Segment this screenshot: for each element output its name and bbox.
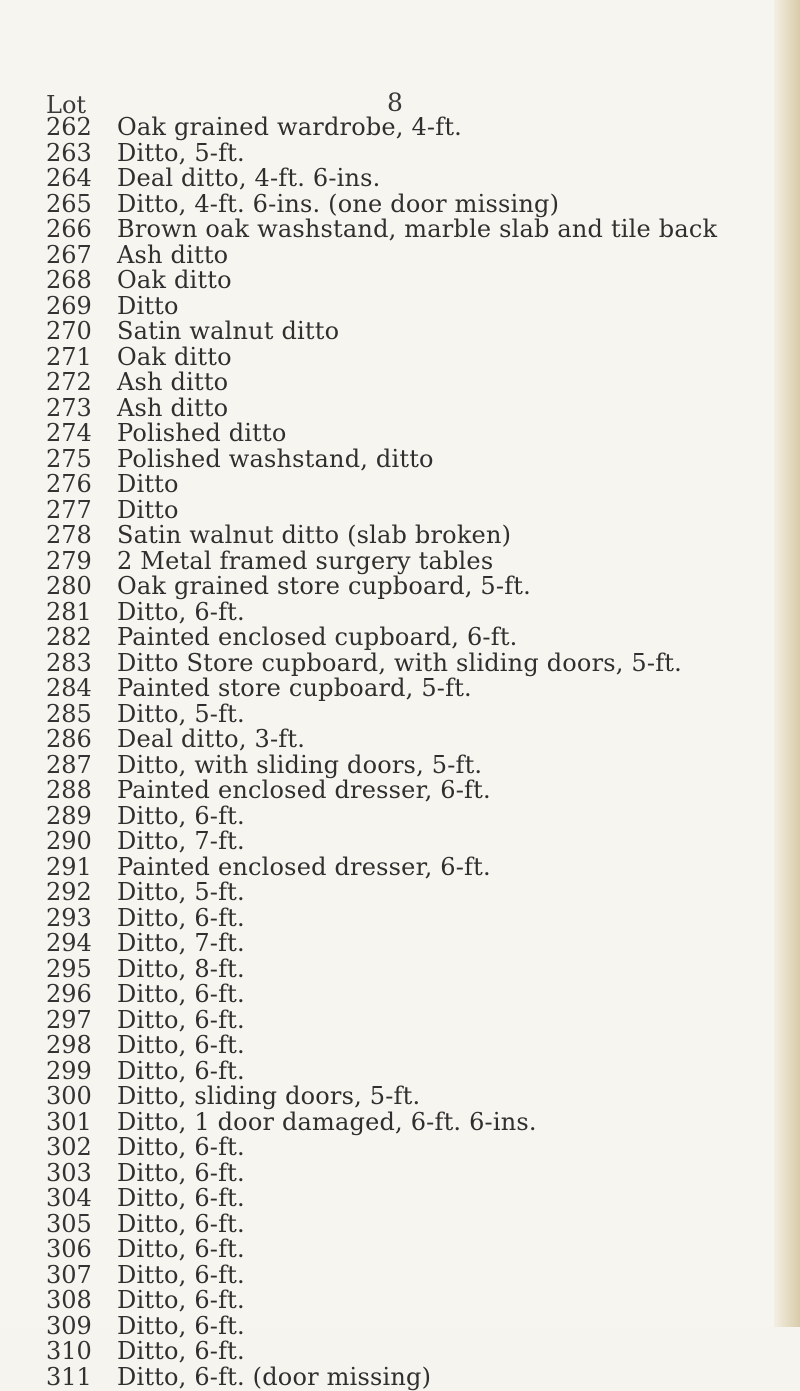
lot-description: Brown oak washstand, marble slab and tile back <box>117 215 718 243</box>
lot-number: 298 <box>46 1031 92 1059</box>
list-item <box>0 217 780 243</box>
list-item <box>0 138 780 167</box>
lot-description: Ditto, 8-ft. <box>117 954 245 983</box>
list-item <box>0 574 780 600</box>
lot-number: 295 <box>46 954 92 983</box>
list-item <box>0 115 780 141</box>
lot-description: Ash ditto <box>117 240 229 269</box>
lot-number: 309 <box>46 1311 92 1340</box>
list-item <box>0 625 780 651</box>
lot-description: Ditto, 6-ft. <box>117 1337 245 1365</box>
lot-description: Ditto, 4-ft. 6-ins. (one door missing) <box>117 189 560 218</box>
list-item <box>0 880 780 906</box>
list-item <box>0 291 780 320</box>
lot-number: 308 <box>46 1286 92 1314</box>
lot-number: 262 <box>46 113 92 141</box>
lot-description: Ditto, 6-ft. <box>117 1133 245 1161</box>
lot-number: 266 <box>46 215 92 243</box>
lot-description: Oak ditto <box>117 266 232 294</box>
lot-description: Painted enclosed cupboard, 6-ft. <box>117 623 518 651</box>
lot-number: 282 <box>46 623 92 651</box>
lot-description: Ditto, 7-ft. <box>117 827 245 855</box>
list-item <box>0 648 780 677</box>
list-item <box>0 931 780 957</box>
list-item <box>0 240 780 269</box>
lot-description: Deal ditto, 4-ft. 6-ins. <box>117 164 381 192</box>
lot-description: Ditto, 6-ft. <box>117 1260 245 1289</box>
list-item <box>0 495 780 524</box>
lot-description: Polished washstand, ditto <box>117 444 434 473</box>
lot-description: Ditto, 7-ft. <box>117 929 245 957</box>
list-item <box>0 829 780 855</box>
list-item <box>0 1005 780 1034</box>
list-item <box>0 1033 780 1059</box>
lot-description: Satin walnut ditto <box>117 317 340 345</box>
lot-number: 303 <box>46 1158 92 1187</box>
list-item <box>0 699 780 728</box>
lot-number: 263 <box>46 138 92 167</box>
lot-description: Ash ditto <box>117 368 229 396</box>
lot-description: Ditto, 6-ft. <box>117 801 245 830</box>
lot-description: Ditto, 6-ft. <box>117 1005 245 1034</box>
list-item <box>0 903 780 932</box>
list-item <box>0 393 780 422</box>
list-item <box>0 421 780 447</box>
lot-number: 301 <box>46 1107 92 1136</box>
list-item <box>0 523 780 549</box>
list-item <box>0 166 780 192</box>
lot-number: 264 <box>46 164 92 192</box>
list-item <box>0 1237 780 1263</box>
lot-description: Ditto, 6-ft. <box>117 1311 245 1340</box>
list-item <box>0 189 780 218</box>
lot-list <box>0 115 780 1390</box>
lot-description: Ditto, 6-ft. <box>117 903 245 932</box>
list-item <box>0 1209 780 1238</box>
lot-description: Ditto, 6-ft. <box>117 1209 245 1238</box>
list-item <box>0 1339 780 1365</box>
lot-number: 275 <box>46 444 92 473</box>
lot-description: Ditto, 6-ft. <box>117 1184 245 1212</box>
lot-number: 296 <box>46 980 92 1008</box>
lot-number: 286 <box>46 725 92 753</box>
list-item <box>0 1107 780 1136</box>
lot-number: 268 <box>46 266 92 294</box>
lot-description: Ditto <box>117 470 179 498</box>
lot-number: 292 <box>46 878 92 906</box>
lot-number: 293 <box>46 903 92 932</box>
list-item <box>0 472 780 498</box>
lot-description: Ditto, 5-ft. <box>117 878 245 906</box>
lot-number: 274 <box>46 419 92 447</box>
lot-number: 297 <box>46 1005 92 1034</box>
lot-number: 310 <box>46 1337 92 1365</box>
lot-description: Ditto, 5-ft. <box>117 138 245 167</box>
lot-number: 304 <box>46 1184 92 1212</box>
lot-number: 285 <box>46 699 92 728</box>
lot-description: 2 Metal framed surgery tables <box>117 546 494 575</box>
lot-number: 270 <box>46 317 92 345</box>
lot-number: 271 <box>46 342 92 371</box>
lot-number: 267 <box>46 240 92 269</box>
lot-number: 311 <box>46 1362 92 1391</box>
lot-description: Ditto, 6-ft. <box>117 980 245 1008</box>
lot-description: Painted store cupboard, 5-ft. <box>117 674 472 702</box>
lot-number: 288 <box>46 776 92 804</box>
list-item <box>0 370 780 396</box>
lot-description: Ash ditto <box>117 393 229 422</box>
lot-description: Oak ditto <box>117 342 232 371</box>
lot-number: 300 <box>46 1082 92 1110</box>
list-item <box>0 750 780 779</box>
list-item <box>0 982 780 1008</box>
lot-number: 283 <box>46 648 92 677</box>
lot-number: 290 <box>46 827 92 855</box>
list-item <box>0 1056 780 1085</box>
lot-number: 278 <box>46 521 92 549</box>
lot-description: Satin walnut ditto (slab broken) <box>117 521 512 549</box>
lot-number: 272 <box>46 368 92 396</box>
list-item <box>0 268 780 294</box>
lot-description: Ditto, 6-ft. (door missing) <box>117 1362 432 1391</box>
lot-description: Ditto, 6-ft. <box>117 1056 245 1085</box>
lot-number: 269 <box>46 291 92 320</box>
lot-number: 281 <box>46 597 92 626</box>
list-item <box>0 1158 780 1187</box>
lot-description: Ditto, 5-ft. <box>117 699 245 728</box>
lot-number: 294 <box>46 929 92 957</box>
lot-number: 287 <box>46 750 92 779</box>
list-item <box>0 778 780 804</box>
list-item <box>0 444 780 473</box>
list-item <box>0 727 780 753</box>
lot-description: Ditto, 6-ft. <box>117 1031 245 1059</box>
list-item <box>0 319 780 345</box>
lot-number: 291 <box>46 852 92 881</box>
lot-column-header: Lot <box>46 91 87 119</box>
list-item <box>0 1084 780 1110</box>
lot-number: 273 <box>46 393 92 422</box>
list-item <box>0 1288 780 1314</box>
lot-description: Ditto, 1 door damaged, 6-ft. 6-ins. <box>117 1107 537 1136</box>
list-item <box>0 676 780 702</box>
lot-description: Ditto, 6-ft. <box>117 1235 245 1263</box>
lot-number: 280 <box>46 572 92 600</box>
lot-description: Ditto, sliding doors, 5-ft. <box>117 1082 421 1110</box>
list-item <box>0 801 780 830</box>
lot-description: Ditto <box>117 495 179 524</box>
lot-description: Ditto, 6-ft. <box>117 1158 245 1187</box>
lot-description: Ditto <box>117 291 179 320</box>
list-item <box>0 1362 780 1391</box>
list-item <box>0 1186 780 1212</box>
list-item <box>0 1135 780 1161</box>
lot-number: 299 <box>46 1056 92 1085</box>
list-item <box>0 954 780 983</box>
lot-number: 265 <box>46 189 92 218</box>
list-item <box>0 1260 780 1289</box>
lot-number: 284 <box>46 674 92 702</box>
lot-description: Ditto, 6-ft. <box>117 597 245 626</box>
lot-description: Deal ditto, 3-ft. <box>117 725 306 753</box>
page-number: 8 <box>387 88 403 117</box>
list-item <box>0 597 780 626</box>
list-item <box>0 342 780 371</box>
lot-number: 305 <box>46 1209 92 1238</box>
lot-number: 289 <box>46 801 92 830</box>
lot-number: 302 <box>46 1133 92 1161</box>
lot-number: 307 <box>46 1260 92 1289</box>
lot-description: Painted enclosed dresser, 6-ft. <box>117 852 491 881</box>
lot-description: Ditto Store cupboard, with sliding doors, 5-ft. <box>117 648 682 677</box>
lot-description: Oak grained wardrobe, 4-ft. <box>117 113 462 141</box>
list-item <box>0 852 780 881</box>
lot-number: 276 <box>46 470 92 498</box>
lot-number: 279 <box>46 546 92 575</box>
lot-description: Oak grained store cupboard, 5-ft. <box>117 572 531 600</box>
list-item <box>0 1311 780 1340</box>
lot-description: Painted enclosed dresser, 6-ft. <box>117 776 491 804</box>
lot-description: Ditto, with sliding doors, 5-ft. <box>117 750 483 779</box>
list-item <box>0 546 780 575</box>
lot-number: 306 <box>46 1235 92 1263</box>
lot-number: 277 <box>46 495 92 524</box>
lot-description: Polished ditto <box>117 419 287 447</box>
page-edge <box>774 0 800 1327</box>
lot-description: Ditto, 6-ft. <box>117 1286 245 1314</box>
